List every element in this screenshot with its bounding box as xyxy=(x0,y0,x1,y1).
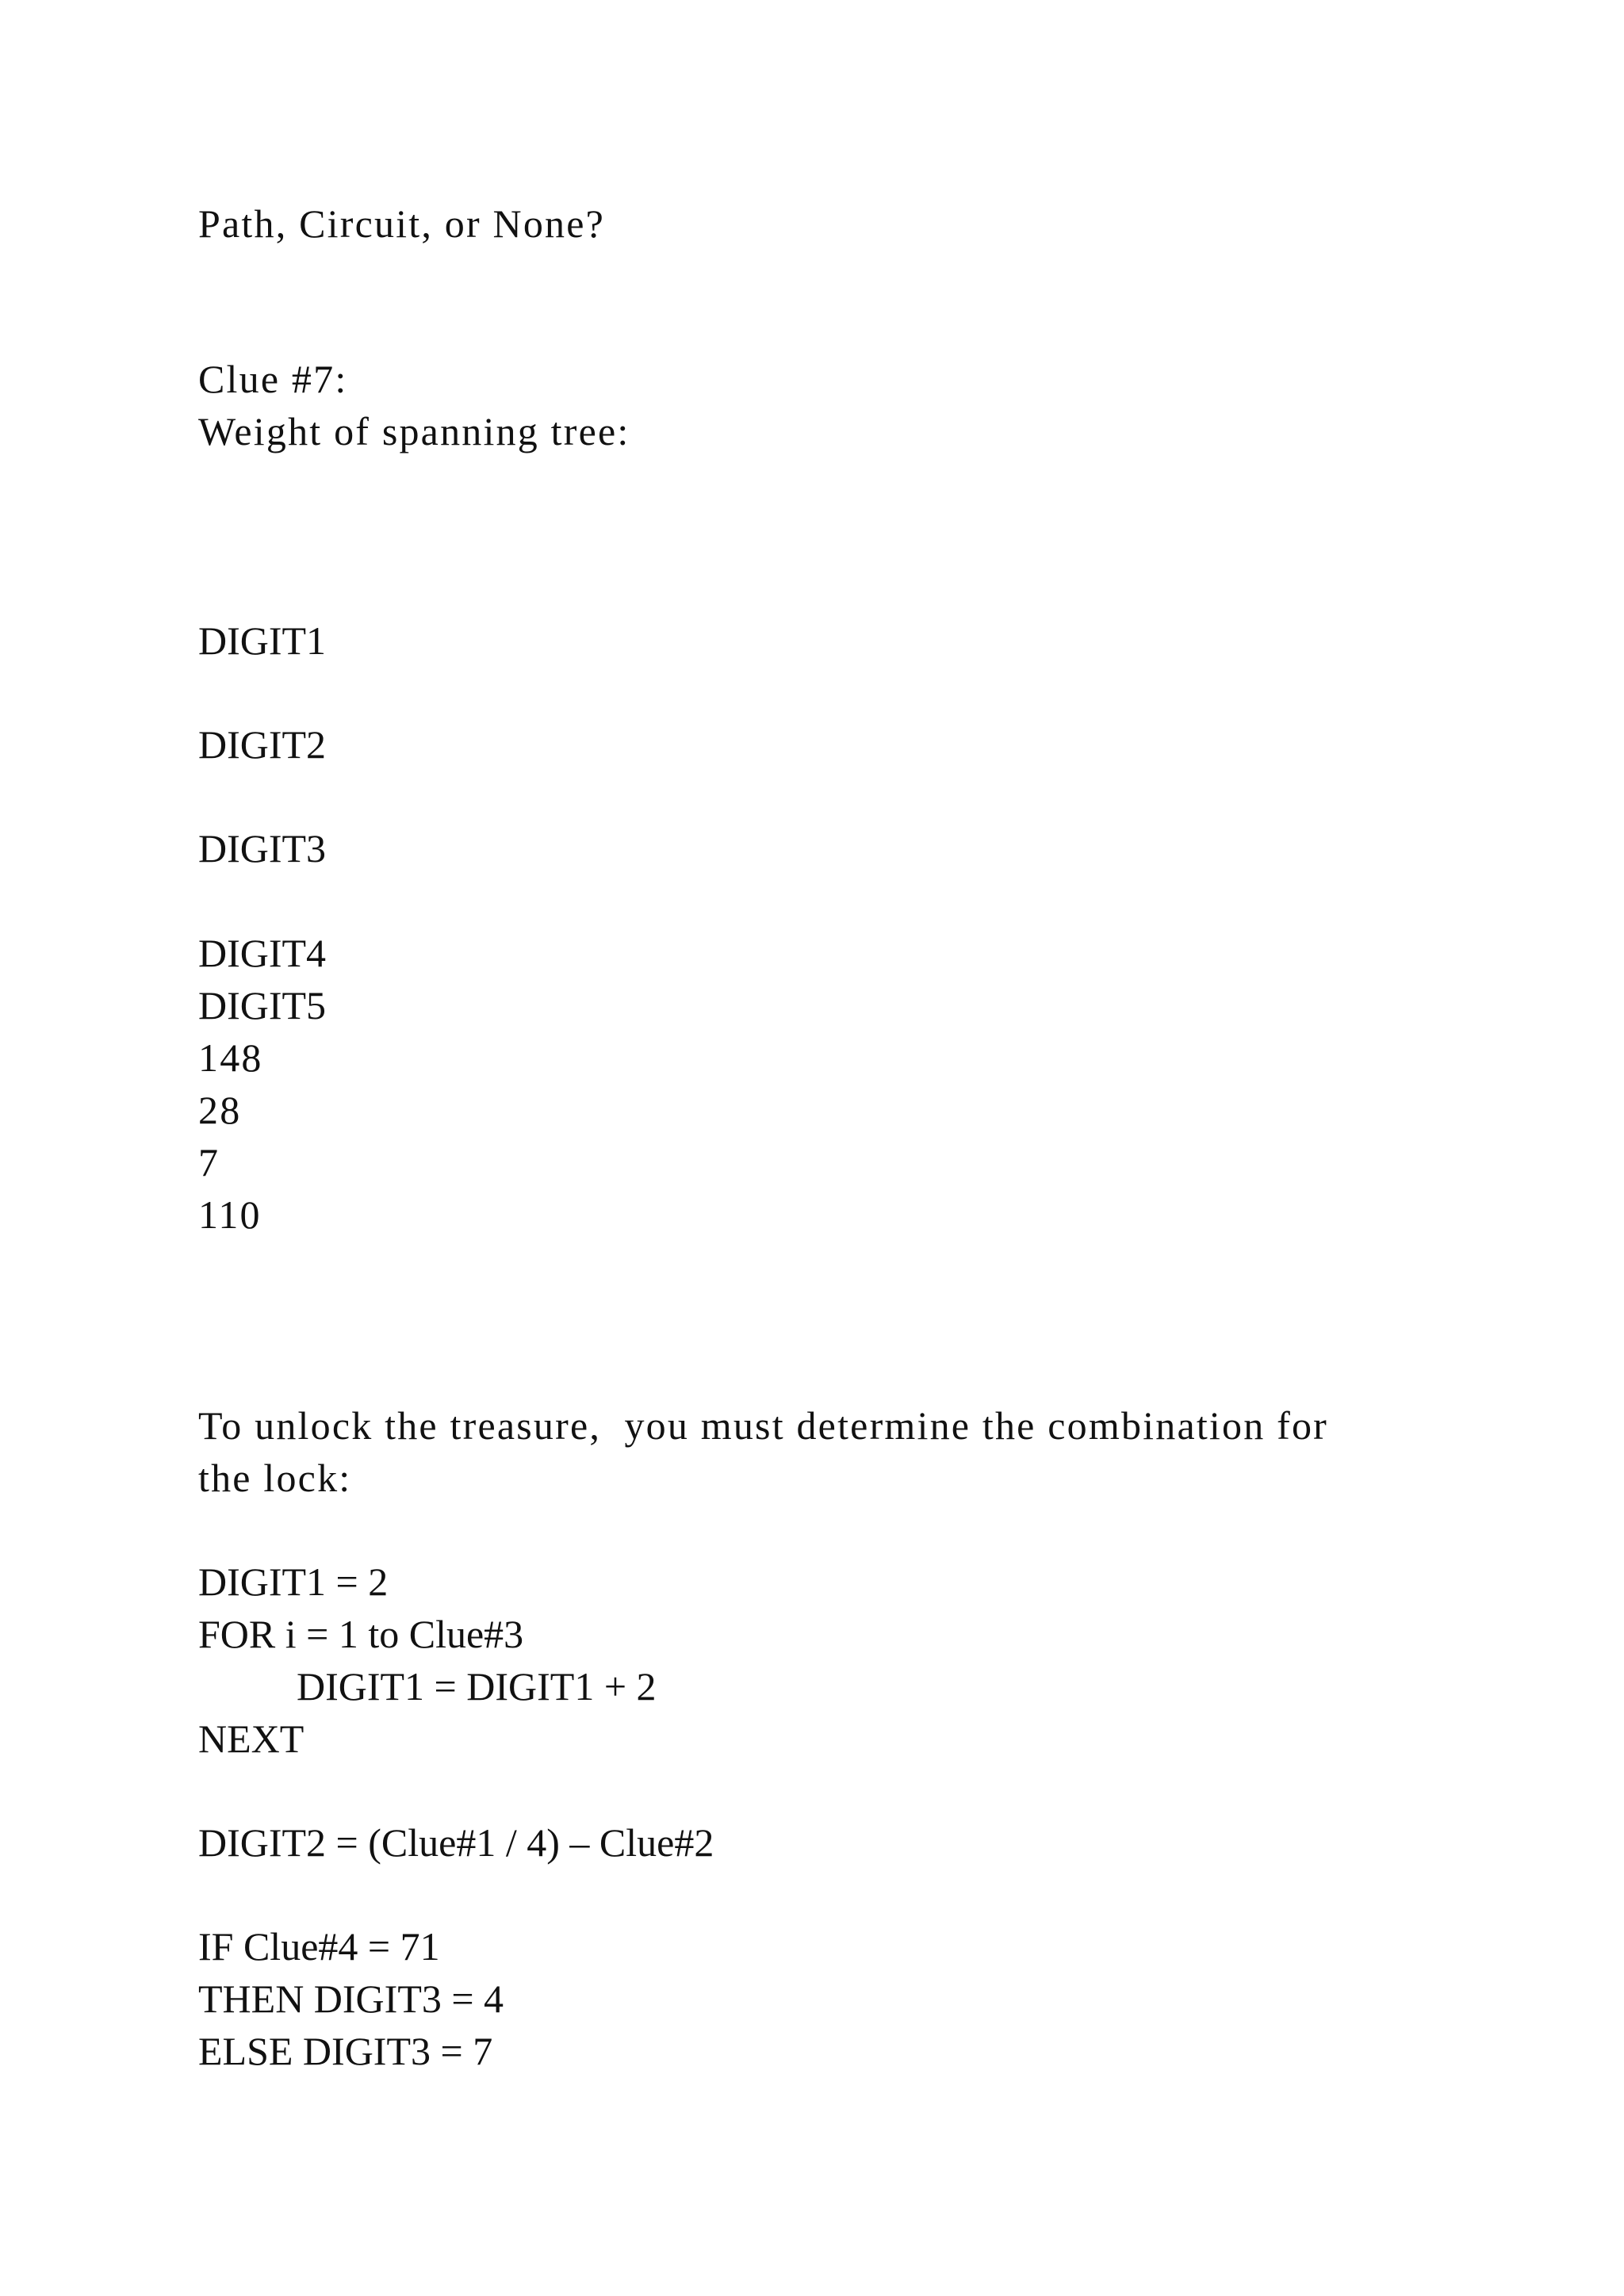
code-digit1-init: DIGIT1 = 2 xyxy=(198,1559,389,1604)
page-heading: Path, Circuit, or None? xyxy=(198,201,606,246)
digit3-label: DIGIT3 xyxy=(198,826,327,871)
clue7-label: Clue #7: xyxy=(198,357,348,401)
value-28: 28 xyxy=(198,1088,242,1132)
code-if-line: IF Clue#4 = 71 xyxy=(198,1924,440,1969)
code-then-line: THEN DIGIT3 = 4 xyxy=(198,1976,504,2021)
value-148: 148 xyxy=(198,1035,263,1080)
code-digit2-line: DIGIT2 = (Clue#1 / 4) – Clue#2 xyxy=(198,1820,714,1865)
value-7: 7 xyxy=(198,1140,220,1184)
code-next-line: NEXT xyxy=(198,1716,304,1761)
digit5-label: DIGIT5 xyxy=(198,983,327,1027)
value-110: 110 xyxy=(198,1192,262,1237)
instructions-line-1: To unlock the treasure, you must determine the combination for xyxy=(198,1403,1329,1448)
code-loop-body: DIGIT1 = DIGIT1 + 2 xyxy=(297,1664,657,1709)
code-for-line: FOR i = 1 to Clue#3 xyxy=(198,1612,524,1656)
digit1-label: DIGIT1 xyxy=(198,618,327,663)
digit2-label: DIGIT2 xyxy=(198,722,327,767)
instructions-line-2: the lock: xyxy=(198,1456,352,1500)
code-else-line: ELSE DIGIT3 = 7 xyxy=(198,2029,493,2073)
clue7-question: Weight of spanning tree: xyxy=(198,409,630,453)
digit4-label: DIGIT4 xyxy=(198,931,327,975)
